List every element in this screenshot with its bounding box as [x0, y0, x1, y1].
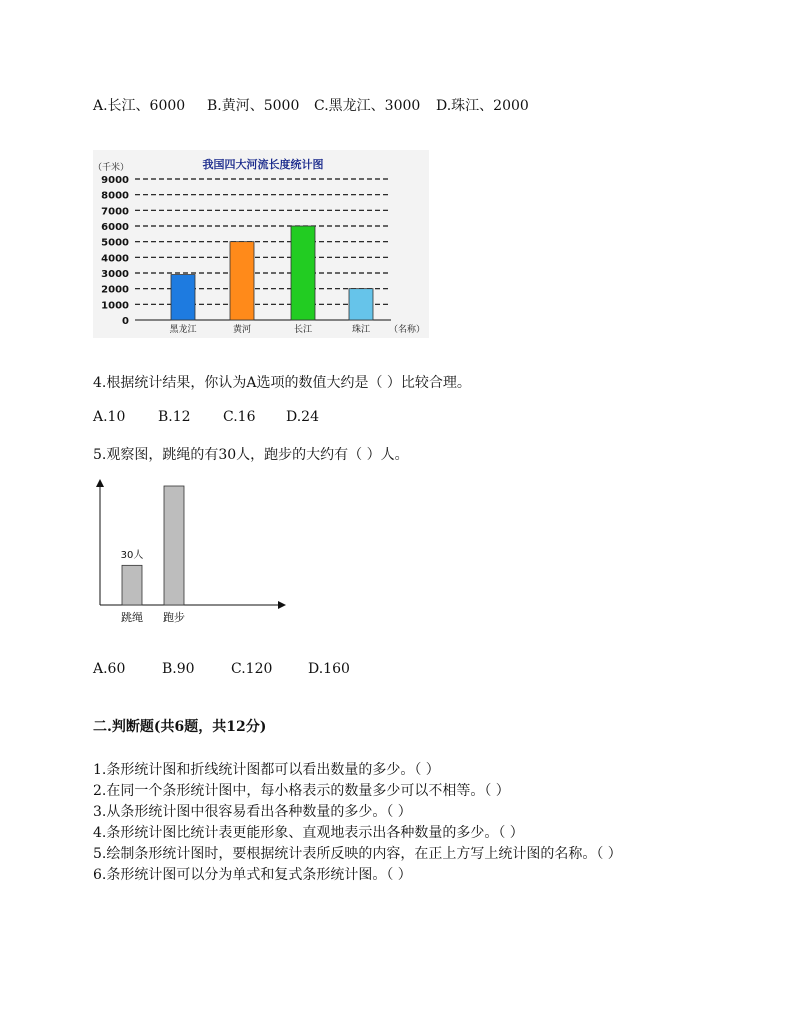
q5-option-d: D.160	[308, 661, 350, 677]
y-tick-label: 9000	[101, 175, 129, 186]
q4-option-b: B.12	[158, 409, 191, 425]
y-tick-label: 0	[122, 316, 129, 327]
bar-2	[164, 486, 184, 605]
tf-item-3: 3.从条形统计图中很容易看出各种数量的多少。（ ）	[93, 804, 412, 820]
bar-3	[291, 226, 315, 320]
tf-item-4: 4.条形统计图比统计表更能形象、直观地表示出各种数量的多少。（ ）	[93, 825, 524, 841]
q3-options	[93, 95, 529, 115]
y-tick-label: 7000	[101, 206, 129, 218]
chart-title: 我国四大河流长度统计图	[202, 158, 324, 171]
q4-text: 4.根据统计结果，你认为A选项的数值大约是（ ）比较合理。	[93, 375, 471, 391]
q5-option-a: A.60	[93, 661, 126, 677]
q3-option-a: A.长江、6000	[93, 98, 186, 114]
tf-item-5: 5.绘制条形统计图时，要根据统计表所反映的内容，在正上方写上统计图的名称。（ ）	[93, 846, 622, 862]
y-tick-label: 4000	[101, 253, 129, 265]
y-tick-label: 2000	[101, 284, 129, 296]
q3-option-b: B.黄河、5000	[207, 98, 300, 114]
y-axis-label: （千米）	[93, 163, 130, 173]
q4-option-a: A.10	[93, 409, 126, 425]
bar-2	[230, 242, 254, 320]
tf-item-1: 1.条形统计图和折线统计图都可以看出数量的多少。（ ）	[93, 762, 440, 778]
y-tick-label: 1000	[101, 300, 129, 312]
q4-option-c: C.16	[223, 409, 256, 425]
x-tick-label: 珠江	[351, 325, 371, 335]
y-tick-label: 6000	[101, 222, 129, 233]
bar-1	[171, 275, 195, 320]
q3-option-c: C.黑龙江、3000	[314, 98, 421, 114]
chart-background	[93, 150, 429, 338]
q5-options	[93, 661, 350, 677]
q3-option-d: D.珠江、2000	[436, 98, 529, 114]
q4-options	[93, 409, 319, 425]
x-tick-label: 黑龙江	[169, 325, 197, 335]
x-tick-label: 跑步	[163, 611, 185, 624]
tf-item-6: 6.条形统计图可以分为单式和复式条形统计图。（ ）	[93, 867, 412, 883]
q5-option-b: B.90	[162, 661, 195, 677]
data-label-jump-rope: 30人	[120, 550, 144, 561]
q5-text: 5.观察图，跳绳的有30人，跑步的大约有（ ）人。	[93, 447, 409, 463]
y-tick-label: 5000	[101, 237, 129, 249]
q5-option-c: C.120	[231, 661, 273, 677]
x-tick-label: 跳绳	[121, 611, 143, 624]
true-false-list	[93, 760, 673, 886]
tf-item-2: 2.在同一个条形统计图中，每小格表示的数量多少可以不相等。（ ）	[93, 783, 510, 799]
y-tick-label: 3000	[101, 269, 129, 280]
y-tick-label: 8000	[101, 190, 129, 202]
river-length-chart	[93, 150, 429, 338]
bar-4	[349, 289, 373, 320]
x-tick-label: 长江	[293, 325, 313, 335]
jump-run-chart	[90, 475, 290, 630]
x-tick-label: 黄河	[232, 325, 252, 335]
section-title: 二.判断题(共6题，共12分)	[93, 719, 267, 735]
x-axis-label: （名称）	[389, 325, 426, 335]
bar-1	[122, 565, 142, 605]
q4-option-d: D.24	[286, 409, 319, 425]
